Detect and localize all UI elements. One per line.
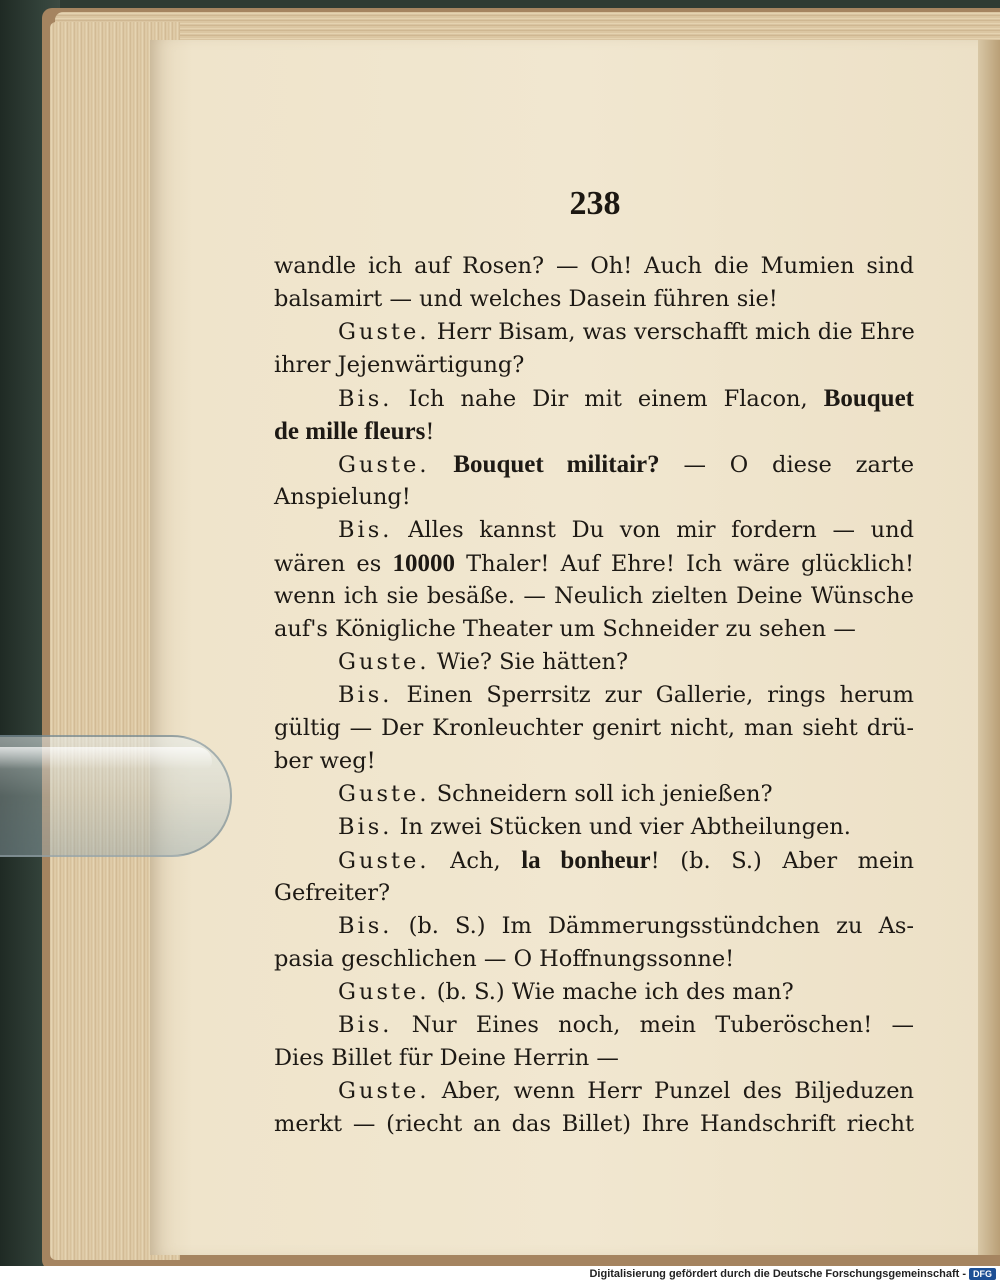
dfg-logo-icon: DFG [969,1268,996,1280]
text-line [274,745,914,778]
speaker-name: Guste. [338,979,430,1005]
text-line [274,481,914,514]
text-line [274,976,914,1009]
line-text: Aber, wenn Herr Punzel des Biljeduzen [441,1078,914,1104]
line-text: Dies Billet für Deine Herrin — [274,1045,619,1071]
text-line [274,1042,914,1075]
speaker-name: Guste. [338,848,430,874]
line-text: Einen Sperrsitz zur Gallerie, rings herum [406,682,915,708]
line-text: Nur Eines noch, mein Tuberöschen! — [411,1012,915,1038]
speaker-name: Bis. [338,1012,393,1038]
text-line [274,580,914,613]
line-text: balsamirt — und welches Dasein führen sie! [274,286,778,312]
line-text-continued: — O diese zarte [683,452,915,478]
line-text: Gefreiter? [274,880,391,906]
text-line [274,844,914,877]
text-line [274,415,914,448]
text-line [274,679,914,712]
speaker-name: Guste. [338,781,430,807]
speaker-name: Bis. [338,517,393,543]
line-text-continued: ! (b. S.) Aber mein [650,848,914,874]
text-line [274,910,914,943]
page-text [274,250,914,1141]
line-text: gültig — Der Kronleuchter genirt nicht, man sieht drü- [274,715,914,741]
text-line [274,712,914,745]
speaker-name: Bis. [338,814,393,840]
line-text-continued: ! [425,419,435,445]
line-text: Wie? Sie hätten? [436,649,629,675]
text-line [274,448,914,481]
line-text: Ach, [450,848,501,874]
line-text: (b. S.) Im Dämmerungsstündchen zu As- [408,913,914,939]
text-line [274,646,914,679]
line-text: Herr Bisam, was verschafft mich die Ehre [436,319,915,345]
text-line [274,811,914,844]
line-text: (b. S.) Wie mache ich des man? [436,979,794,1005]
line-text: Schneidern soll ich jenießen? [436,781,773,807]
glass-highlight [0,747,212,769]
speaker-name: Bis. [338,913,393,939]
page-number: 238 [569,185,621,222]
page-edges-top [55,12,1000,42]
line-text: ber weg! [274,748,376,774]
text-line [274,943,914,976]
line-text: merkt — (riecht an das Billet) Ihre Handschrift riecht [274,1111,914,1137]
line-text: Ich nahe Dir mit einem Flacon, [408,386,808,412]
footer-credit: Digitalisierung gefördert durch die Deutsche Forschungsgemeinschaft - [589,1268,966,1280]
speaker-name: Bis. [338,386,393,412]
speaker-name: Bis. [338,682,393,708]
line-text-continued: Thaler! Auf Ehre! Ich wäre glücklich! [466,551,915,577]
text-line [274,382,914,415]
line-text: auf's Königliche Theater um Schneider zu sehen — [274,616,856,642]
text-line [274,1075,914,1108]
footer-bar [0,1266,1000,1282]
text-line [274,877,914,910]
emphasis-text: de mille fleurs [274,418,426,445]
line-text: In zwei Stücken und vier Abtheilungen. [399,814,851,840]
text-line [274,514,914,547]
text-line [274,349,914,382]
text-line [274,250,914,283]
speaker-name: Guste. [338,649,430,675]
speaker-name: Guste. [338,452,430,478]
line-text: wenn ich sie besäße. — Neulich zielten Deine Wünsche [274,583,914,609]
line-text: Alles kannst Du von mir fordern — und [408,517,915,543]
line-text: wandle ich auf Rosen? — Oh! Auch die Mumien sind [274,253,914,279]
text-line [274,283,914,316]
line-text: wären es [274,551,382,577]
speaker-name: Guste. [338,319,430,345]
speaker-name: Guste. [338,1078,430,1104]
line-text: Anspielung! [274,484,411,510]
emphasis-text: Bouquet militair? [453,451,660,478]
line-text: pasia geschlichen — O Hoffnungssonne! [274,946,735,972]
text-line [274,1009,914,1042]
emphasis-text: la bonheur [521,847,651,874]
emphasis-text: 10000 [392,550,455,577]
text-line [274,316,914,349]
emphasis-text: Bouquet [823,385,914,412]
page-right-edge [978,40,1000,1255]
text-line [274,778,914,811]
line-text: ihrer Jejenwärtigung? [274,352,525,378]
text-line [274,1108,914,1141]
text-line [274,613,914,646]
text-line [274,547,914,580]
